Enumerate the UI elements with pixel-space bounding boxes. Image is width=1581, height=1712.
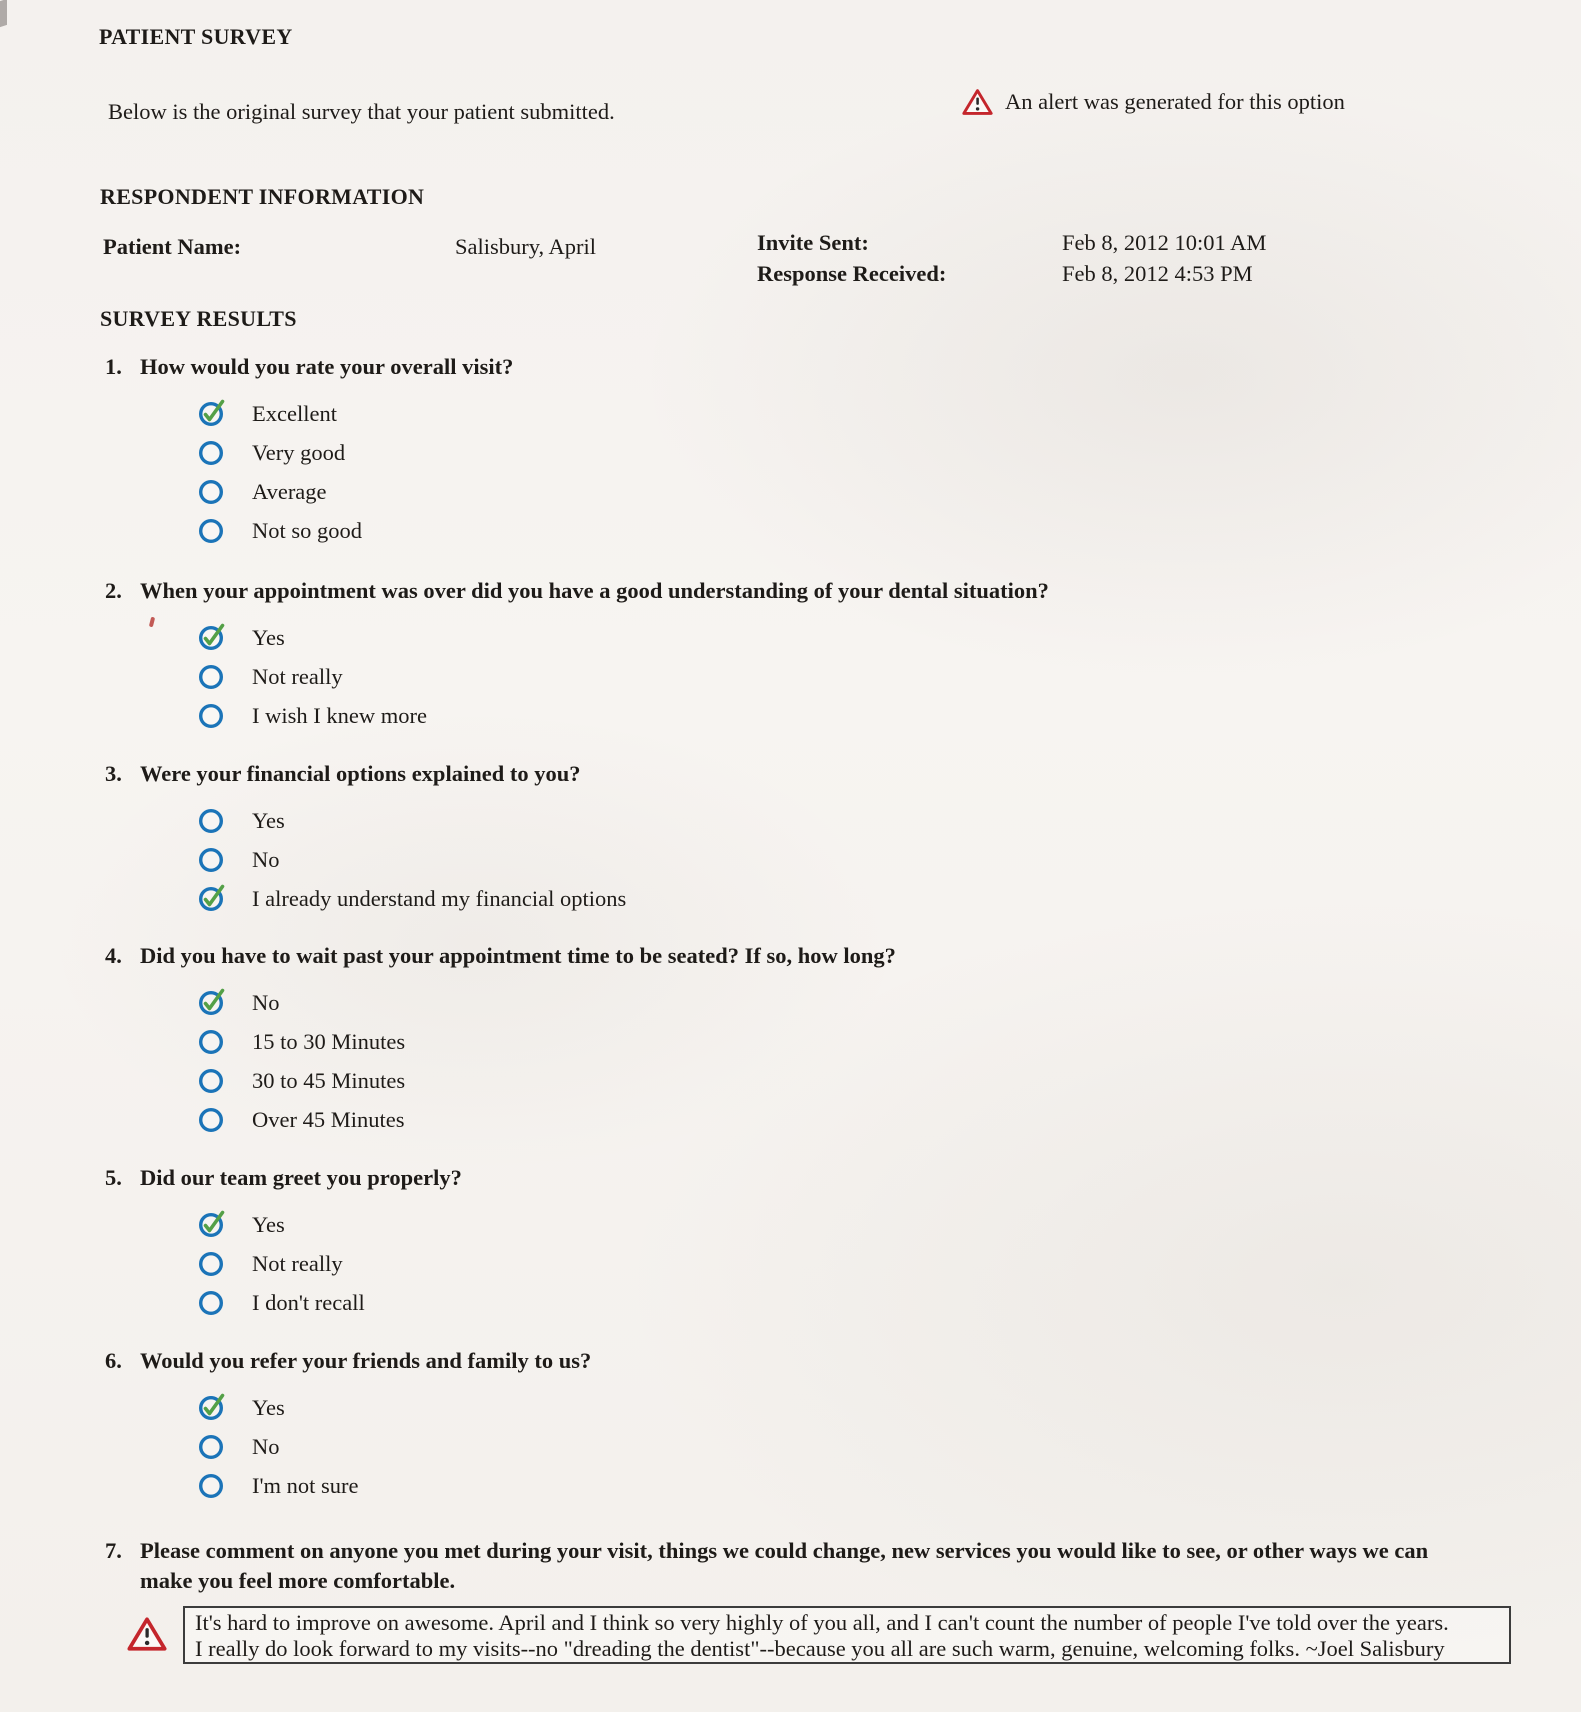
question-text: Did our team greet you properly? xyxy=(140,1165,462,1190)
comment-line: It's hard to improve on awesome. April and I think so very highly of you all, and I can't count the number of people I've told over the years. xyxy=(195,1610,1449,1635)
question-number: 4. xyxy=(105,943,122,968)
question-number: 2. xyxy=(105,578,122,603)
question-text: How would you rate your overall visit? xyxy=(140,354,514,379)
survey-option xyxy=(198,1205,462,1244)
option-label: No xyxy=(252,989,280,1015)
survey-option xyxy=(198,433,513,472)
survey-option xyxy=(198,696,1049,735)
radio-selected-icon[interactable] xyxy=(198,625,224,651)
scan-corner-artifact xyxy=(0,0,7,27)
intro-text: Below is the original survey that your patient submitted. xyxy=(108,99,615,124)
respondent-info-title: RESPONDENT INFORMATION xyxy=(100,184,425,209)
question-text: When your appointment was over did you have a good understanding of your dental situation? xyxy=(140,578,1049,603)
survey-option xyxy=(198,511,513,550)
option-label: No xyxy=(252,846,280,872)
radio-selected-icon[interactable] xyxy=(198,990,224,1016)
radio-unselected-icon[interactable] xyxy=(198,703,224,729)
option-label: Not really xyxy=(252,663,343,689)
survey-option xyxy=(198,983,896,1022)
radio-selected-icon[interactable] xyxy=(198,401,224,427)
radio-unselected-icon[interactable] xyxy=(198,664,224,690)
option-label: Not so good xyxy=(252,517,363,543)
option-label: Yes xyxy=(252,624,285,650)
question-text: Please comment on anyone you met during your visit, things we could change, new services you would like to see, or other ways we can xyxy=(140,1538,1429,1563)
question-2 xyxy=(105,576,1049,735)
survey-option xyxy=(198,657,1049,696)
question-number: 6. xyxy=(105,1348,122,1373)
survey-option xyxy=(198,472,513,511)
option-label: No xyxy=(252,1433,280,1459)
radio-unselected-icon[interactable] xyxy=(198,1290,224,1316)
comment-alert-triangle-icon xyxy=(127,1616,167,1652)
option-label: Yes xyxy=(252,807,285,833)
survey-option xyxy=(198,1427,591,1466)
question-7 xyxy=(105,1536,1428,1596)
radio-selected-icon[interactable] xyxy=(198,1212,224,1238)
survey-option xyxy=(198,1244,462,1283)
question-text: Would you refer your friends and family to us? xyxy=(140,1348,592,1373)
survey-option xyxy=(198,1283,462,1322)
option-label: Over 45 Minutes xyxy=(252,1106,405,1132)
patient-comment-box xyxy=(183,1606,1511,1664)
invite-sent-value: Feb 8, 2012 10:01 AM xyxy=(1062,230,1267,255)
radio-unselected-icon[interactable] xyxy=(198,518,224,544)
question-text: make you feel more comfortable. xyxy=(140,1568,456,1593)
option-label: Yes xyxy=(252,1394,285,1420)
alert-legend xyxy=(962,88,1345,116)
option-label: Yes xyxy=(252,1211,285,1237)
survey-option xyxy=(198,1061,896,1100)
alert-triangle-icon xyxy=(962,88,993,116)
radio-unselected-icon[interactable] xyxy=(198,1068,224,1094)
question-1 xyxy=(105,352,513,550)
survey-option xyxy=(198,801,626,840)
radio-selected-icon[interactable] xyxy=(198,886,224,912)
option-label: I wish I knew more xyxy=(252,702,427,728)
response-received-value: Feb 8, 2012 4:53 PM xyxy=(1062,261,1253,286)
survey-option xyxy=(198,840,626,879)
option-label: 15 to 30 Minutes xyxy=(252,1028,406,1054)
page-title: PATIENT SURVEY xyxy=(99,24,293,49)
radio-unselected-icon[interactable] xyxy=(198,1473,224,1499)
patient-name-label: Patient Name: xyxy=(103,234,242,259)
question-number: 1. xyxy=(105,354,122,379)
survey-option xyxy=(198,1100,896,1139)
radio-unselected-icon[interactable] xyxy=(198,479,224,505)
option-label: I already understand my financial options xyxy=(252,885,627,911)
radio-unselected-icon[interactable] xyxy=(198,440,224,466)
question-text: Did you have to wait past your appointment time to be seated? If so, how long? xyxy=(140,943,896,968)
option-label: 30 to 45 Minutes xyxy=(252,1067,406,1093)
question-4 xyxy=(105,941,896,1139)
option-label: Excellent xyxy=(252,400,337,426)
question-5 xyxy=(105,1163,462,1322)
radio-unselected-icon[interactable] xyxy=(198,1434,224,1460)
radio-unselected-icon[interactable] xyxy=(198,808,224,834)
option-label: Very good xyxy=(252,439,346,465)
question-number: 7. xyxy=(105,1538,122,1563)
question-number: 5. xyxy=(105,1165,122,1190)
option-label: I'm not sure xyxy=(252,1472,359,1498)
comment-line: I really do look forward to my visits--no "dreading the dentist"--because you all are such warm, genuine, welcoming folks. ~Joel Salisbury xyxy=(195,1636,1445,1661)
survey-option xyxy=(198,394,513,433)
survey-results-title: SURVEY RESULTS xyxy=(100,306,297,331)
question-number: 3. xyxy=(105,761,122,786)
question-text: Were your financial options explained to you? xyxy=(140,761,581,786)
radio-unselected-icon[interactable] xyxy=(198,1251,224,1277)
radio-unselected-icon[interactable] xyxy=(198,1107,224,1133)
survey-option xyxy=(198,1466,591,1505)
survey-option xyxy=(198,618,1049,657)
radio-selected-icon[interactable] xyxy=(198,1395,224,1421)
survey-option xyxy=(198,879,626,918)
radio-unselected-icon[interactable] xyxy=(198,847,224,873)
invite-sent-label: Invite Sent: xyxy=(757,230,869,255)
radio-unselected-icon[interactable] xyxy=(198,1029,224,1055)
survey-option xyxy=(198,1022,896,1061)
patient-name-value: Salisbury, April xyxy=(455,234,597,259)
option-label: Not really xyxy=(252,1250,343,1276)
option-label: I don't recall xyxy=(252,1289,365,1315)
response-received-label: Response Received: xyxy=(757,261,947,286)
option-label: Average xyxy=(252,478,327,504)
question-6 xyxy=(105,1346,591,1505)
alert-legend-text: An alert was generated for this option xyxy=(1005,89,1345,114)
question-3 xyxy=(105,759,626,918)
survey-option xyxy=(198,1388,591,1427)
